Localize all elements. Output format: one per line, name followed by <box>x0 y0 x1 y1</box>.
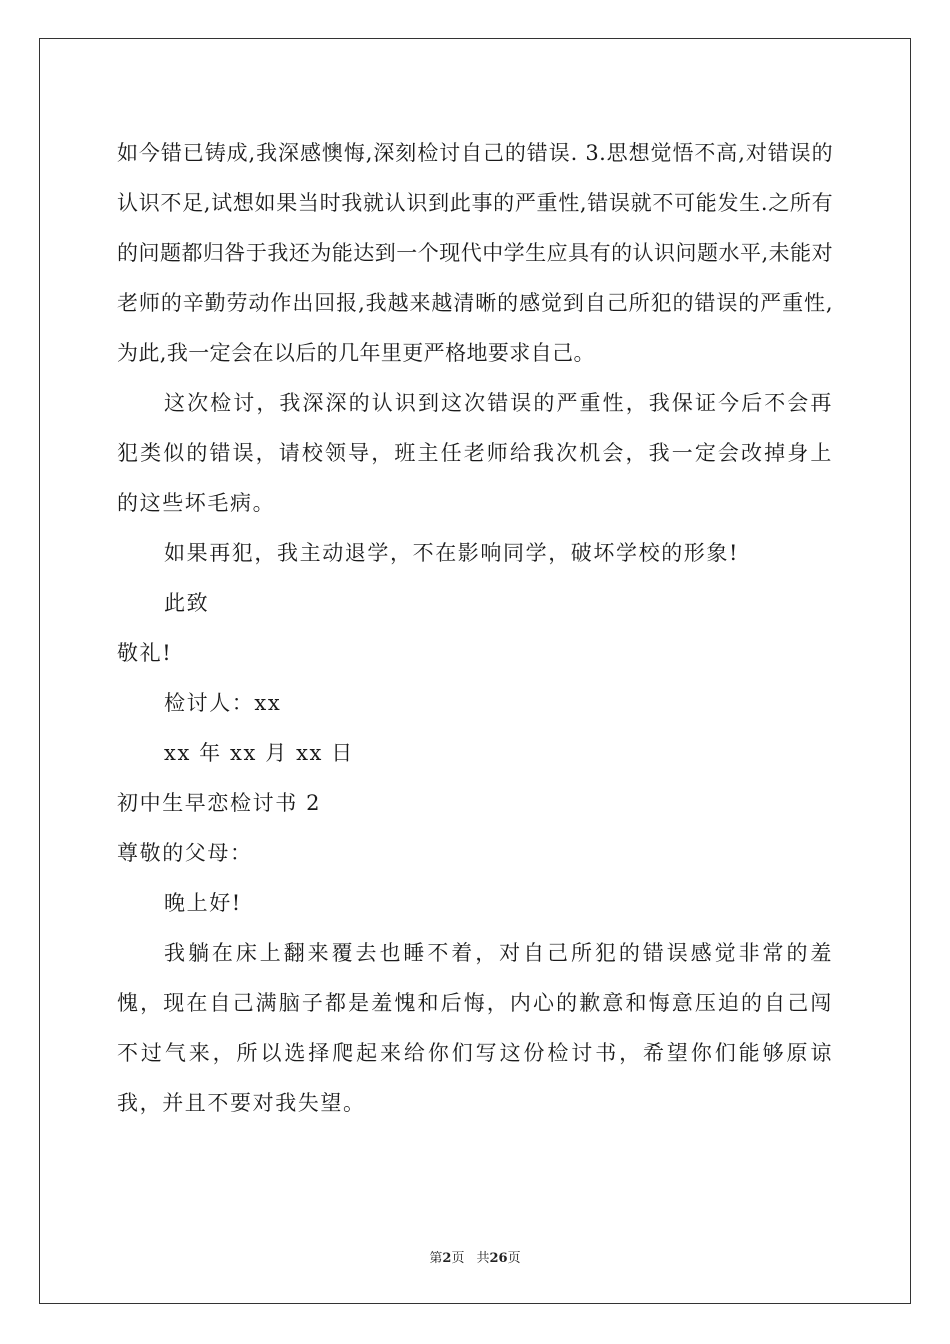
page-footer <box>0 1247 950 1266</box>
paragraph: 我躺在床上翻来覆去也睡不着，对自己所犯的错误感觉非常的羞愧，现在自己满脑子都是羞愧和后悔，内心的歉意和悔意压迫的自己闯不过气来，所以选择爬起来给你们写这份检讨书，希望你们能够原谅我，并且不要对我失望。 <box>117 941 833 1115</box>
total-suffix: 页 <box>507 1251 521 1266</box>
paragraph: 如今错已铸成,我深感懊悔,深刻检讨自己的错误. 3.思想觉悟不高,对错误的认识不足,试想如果当时我就认识到此事的严重性,错误就不可能发生.之所有的问题都归咎于我还为能达到一个现代中学生应具有的认识问题水平,未能对老师的辛勤劳动作出回报,我越来越清晰的感觉到自己所犯的错误的严重性,为此,我一定会在以后的几年里更严格地要求自己。 <box>117 141 833 365</box>
letter-greeting: 尊敬的父母： <box>117 841 253 865</box>
signature-date: xx 年 xx 月 xx 日 <box>164 741 354 765</box>
paragraph: 晚上好! <box>164 891 242 915</box>
document-body <box>117 128 833 1128</box>
signature-author: 检讨人：xx <box>164 691 282 715</box>
section-title: 初中生早恋检讨书 2 <box>117 791 322 815</box>
closing-regards: 敬礼! <box>117 641 173 665</box>
page-suffix: 页 <box>451 1251 465 1266</box>
paragraph: 如果再犯，我主动退学，不在影响同学，破坏学校的形象! <box>164 541 740 565</box>
page-prefix: 第 <box>429 1251 443 1266</box>
page-total: 26 <box>489 1251 508 1266</box>
paragraph: 这次检讨，我深深的认识到这次错误的严重性，我保证今后不会再犯类似的错误，请校领导，班主任老师给我次机会，我一定会改掉身上的这些坏毛病。 <box>117 391 833 515</box>
closing-salutation: 此致 <box>164 591 210 615</box>
total-prefix: 共 <box>476 1251 490 1266</box>
page-current: 2 <box>442 1251 452 1266</box>
